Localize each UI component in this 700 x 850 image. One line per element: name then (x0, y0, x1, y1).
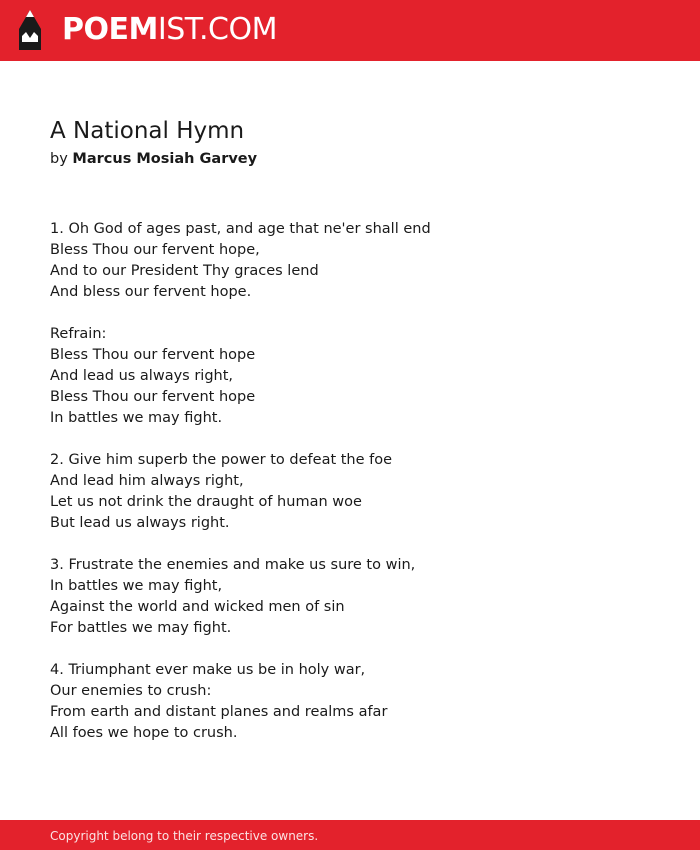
poem-line: But lead us always right. (50, 515, 230, 531)
poem-line: Our enemies to crush: (50, 683, 212, 699)
stanza (50, 450, 670, 534)
pencil-icon[interactable] (18, 9, 42, 51)
poem-line: Refrain: (50, 326, 107, 342)
by-label: by (50, 151, 68, 167)
poem-line: And bless our fervent hope. (50, 284, 252, 300)
poem-line: Against the world and wicked men of sin (50, 599, 345, 615)
stanza (50, 555, 670, 639)
site-footer (0, 820, 700, 850)
logo-text-bold: POEM (62, 12, 158, 47)
poem-line: Bless Thou our fervent hope, (50, 242, 260, 258)
poem-line: In battles we may fight, (50, 578, 223, 594)
poem-line: 1. Oh God of ages past, and age that ne'er shall end (50, 221, 431, 237)
poem-line: 3. Frustrate the enemies and make us sure to win, (50, 557, 416, 573)
author-name: Marcus Mosiah Garvey (72, 151, 258, 167)
poem-line: In battles we may fight. (50, 410, 223, 426)
poem-line: From earth and distant planes and realms afar (50, 704, 388, 720)
poem-line: 4. Triumphant ever make us be in holy war, (50, 662, 366, 678)
logo-text-light: IST.COM (157, 12, 277, 47)
poem-line: For battles we may fight. (50, 620, 232, 636)
stanza (50, 324, 670, 429)
poem-line: And lead him always right, (50, 473, 244, 489)
poem-title: A National Hymn (50, 118, 245, 144)
poem-line: And to our President Thy graces lend (50, 263, 319, 279)
poem-line: Bless Thou our fervent hope (50, 347, 256, 363)
poem-line: Bless Thou our fervent hope (50, 389, 256, 405)
stanza (50, 219, 670, 303)
poem-line: And lead us always right, (50, 368, 234, 384)
poem-line: 2. Give him superb the power to defeat the foe (50, 452, 393, 468)
site-header (0, 0, 700, 61)
site-logo[interactable] (62, 10, 277, 50)
poem-body (50, 219, 670, 765)
poem-line: Let us not drink the draught of human woe (50, 494, 362, 510)
stanza (50, 660, 670, 744)
byline (50, 148, 257, 170)
poem-line: All foes we hope to crush. (50, 725, 238, 741)
copyright-notice: Copyright belong to their respective owners. (50, 829, 319, 843)
